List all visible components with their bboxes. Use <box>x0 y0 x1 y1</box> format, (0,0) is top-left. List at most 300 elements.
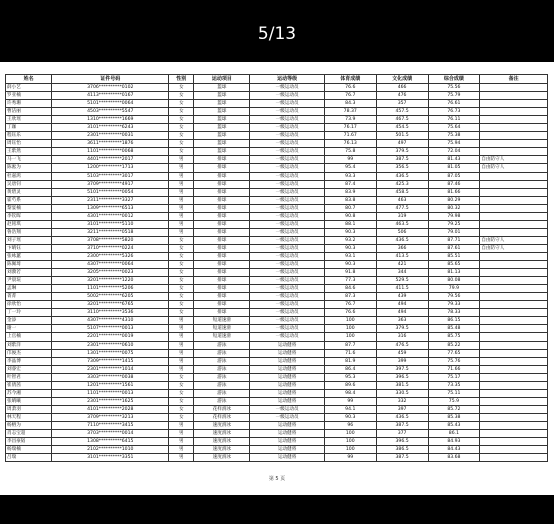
cell-academic-score: 387.5 <box>376 421 428 429</box>
cell-sport: 速度滑冰 <box>194 421 250 429</box>
cell-sport-score: 100 <box>324 333 376 341</box>
table-row <box>6 421 548 429</box>
cell-sport: 游泳 <box>194 357 250 365</box>
cell-name: 张咏蕙 <box>6 252 52 260</box>
cell-id-number: 3709**********4917 <box>52 180 169 188</box>
cell-sport: 排球 <box>194 236 250 244</box>
table-row <box>6 212 548 220</box>
cell-academic-score: 379.5 <box>376 148 428 156</box>
cell-remark <box>480 108 548 116</box>
cell-sport: 篮球 <box>194 140 250 148</box>
cell-sport: 排球 <box>194 156 250 164</box>
cell-name: 李昌豪韬 <box>6 438 52 446</box>
cell-total-score: 87.61 <box>428 244 480 252</box>
cell-sport: 排球 <box>194 269 250 277</box>
cell-remark <box>480 421 548 429</box>
cell-remark <box>480 301 548 309</box>
table-row <box>6 454 548 462</box>
cell-id-number: 4307**********4310 <box>52 317 169 325</box>
cell-academic-score: 319 <box>376 212 428 220</box>
cell-gender: 男 <box>169 156 194 164</box>
cell-sport-score: 83.8 <box>324 196 376 204</box>
cell-grade: 一级运动员 <box>250 188 324 196</box>
cell-gender: 女 <box>169 261 194 269</box>
cell-sport-score: 76.13 <box>324 140 376 148</box>
table-row <box>6 397 548 405</box>
cell-id-number: 3706**********0102 <box>52 84 169 92</box>
cell-gender: 男 <box>169 446 194 454</box>
cell-name: 王欣瑶 <box>6 116 52 124</box>
cell-gender: 男 <box>169 180 194 188</box>
cell-id-number: 3201**********6765 <box>52 301 169 309</box>
cell-total-score: 85.75 <box>428 333 480 341</box>
table-row <box>6 220 548 228</box>
cell-gender: 男 <box>169 349 194 357</box>
cell-name: 杜嘉鸿 <box>6 172 52 180</box>
cell-remark <box>480 277 548 285</box>
cell-total-score: 81.13 <box>428 269 480 277</box>
cell-id-number: 5002**********6205 <box>52 293 169 301</box>
cell-sport-score: 90.3 <box>324 261 376 269</box>
cell-name: 周钰怡 <box>6 140 52 148</box>
cell-gender: 女 <box>169 301 194 309</box>
cell-id-number: 3708**********5820 <box>52 236 169 244</box>
table-row <box>6 108 548 116</box>
cell-id-number: 7110**********3415 <box>52 421 169 429</box>
cell-sport-score: 94.1 <box>324 405 376 413</box>
cell-sport-score: 84.3 <box>324 100 376 108</box>
cell-remark: 自由防守人 <box>480 236 548 244</box>
table-row <box>6 84 548 92</box>
table-row <box>6 341 548 349</box>
cell-sport: 排球 <box>194 309 250 317</box>
cell-gender: 男 <box>169 365 194 373</box>
cell-sport-score: 90.8 <box>324 212 376 220</box>
table-row <box>6 277 548 285</box>
cell-grade: 一级运动员 <box>250 108 324 116</box>
cell-grade: 一级运动员 <box>250 252 324 260</box>
cell-name: 叶智君 <box>6 373 52 381</box>
table-row <box>6 164 548 172</box>
table-row <box>6 132 548 140</box>
cell-name: 李钦晖 <box>6 212 52 220</box>
table-row <box>6 301 548 309</box>
cell-grade: 一级运动员 <box>250 244 324 252</box>
cell-remark <box>480 252 548 260</box>
cell-name: 肖志宝超 <box>6 430 52 438</box>
cell-gender: 男 <box>169 196 194 204</box>
cell-sport-score: 76.6 <box>324 309 376 317</box>
cell-sport-score: 89.6 <box>324 381 376 389</box>
cell-remark <box>480 84 548 92</box>
cell-name: 张晴曦 <box>6 397 52 405</box>
cell-remark <box>480 349 548 357</box>
cell-name: 菁菁 <box>6 293 52 301</box>
cell-remark <box>480 132 548 140</box>
cell-gender: 女 <box>169 132 194 140</box>
table-row <box>6 309 548 317</box>
cell-total-score: 85.43 <box>428 421 480 429</box>
cell-academic-score: 366 <box>376 244 428 252</box>
cell-sport: 篮球 <box>194 132 250 140</box>
cell-grade: 一级运动员 <box>250 172 324 180</box>
cell-grade: 一级运动员 <box>250 84 324 92</box>
cell-remark <box>480 220 548 228</box>
cell-gender: 女 <box>169 148 194 156</box>
cell-total-score: 83.68 <box>428 454 480 462</box>
cell-id-number: 2102**********1010 <box>52 446 169 454</box>
cell-gender: 女 <box>169 397 194 405</box>
cell-remark <box>480 397 548 405</box>
cell-remark: 自由防守人 <box>480 244 548 252</box>
cell-gender: 女 <box>169 108 194 116</box>
cell-name: 黎宴楠 <box>6 204 52 212</box>
cell-remark <box>480 124 548 132</box>
cell-sport-score: 93.2 <box>324 236 376 244</box>
cell-sport-score: 86.4 <box>324 365 376 373</box>
cell-academic-score: 466 <box>376 84 428 92</box>
cell-grade: 运动健将 <box>250 421 324 429</box>
cell-name: 陈佩琦 <box>6 261 52 269</box>
cell-id-number: 1200**********1713 <box>52 164 169 172</box>
cell-sport: 速度滑冰 <box>194 438 250 446</box>
cell-academic-score: 379.5 <box>376 325 428 333</box>
cell-grade: 一级运动员 <box>250 236 324 244</box>
table-row <box>6 373 548 381</box>
cell-sport: 排球 <box>194 244 250 252</box>
table-row <box>6 236 548 244</box>
cell-id-number: 2301**********1014 <box>52 365 169 373</box>
cell-gender: 男 <box>169 438 194 446</box>
cell-name: 崔倩茜 <box>6 381 52 389</box>
cell-academic-score: 494 <box>376 309 428 317</box>
column-header: 备注 <box>480 75 548 84</box>
cell-sport-score: 87.3 <box>324 293 376 301</box>
cell-sport-score: 76.7 <box>324 301 376 309</box>
cell-name: 谢一 <box>6 325 52 333</box>
cell-academic-score: 501.5 <box>376 132 428 140</box>
cell-grade: 一级运动员 <box>250 413 324 421</box>
cell-id-number: 1308**********6415 <box>52 438 169 446</box>
cell-sport: 排球 <box>194 172 250 180</box>
cell-sport: 篮球 <box>194 100 250 108</box>
cell-name: 霍芍系 <box>6 196 52 204</box>
cell-academic-score: 421 <box>376 261 428 269</box>
cell-grade: 一级运动员 <box>250 285 324 293</box>
cell-grade: 一级运动员 <box>250 140 324 148</box>
cell-sport-score: 77.3 <box>324 277 376 285</box>
cell-name: 丁一玲 <box>6 309 52 317</box>
cell-name: 上官楠 <box>6 333 52 341</box>
cell-name: 赵铭琪 <box>6 220 52 228</box>
cell-id-number: 2301**********0610 <box>52 341 169 349</box>
cell-sport-score: 100 <box>324 325 376 333</box>
cell-name: 刘睿宏 <box>6 365 52 373</box>
cell-sport-score: 99 <box>324 397 376 405</box>
cell-total-score: 85.22 <box>428 341 480 349</box>
cell-sport: 排球 <box>194 293 250 301</box>
cell-gender: 女 <box>169 381 194 389</box>
cell-name: 林天程 <box>6 413 52 421</box>
cell-grade: 运动健将 <box>250 373 324 381</box>
cell-sport: 花样滑冰 <box>194 413 250 421</box>
cell-remark <box>480 148 548 156</box>
cell-gender: 男 <box>169 454 194 462</box>
cell-academic-score: 411.5 <box>376 285 428 293</box>
cell-sport-score: 80.7 <box>324 204 376 212</box>
cell-academic-score: 436.5 <box>376 413 428 421</box>
cell-total-score: 84.43 <box>428 446 480 454</box>
cell-name: 金添 <box>6 317 52 325</box>
cell-sport: 游泳 <box>194 341 250 349</box>
cell-name: 吕瑞 <box>6 454 52 462</box>
cell-id-number: 3710**********0224 <box>52 244 169 252</box>
table-row <box>6 116 548 124</box>
cell-gender: 男 <box>169 212 194 220</box>
cell-gender: 女 <box>169 389 194 397</box>
cell-gender: 女 <box>169 84 194 92</box>
cell-remark <box>480 341 548 349</box>
cell-grade: 一级运动员 <box>250 269 324 277</box>
cell-academic-score: 386.5 <box>376 446 428 454</box>
cell-gender: 男 <box>169 341 194 349</box>
cell-remark <box>480 188 548 196</box>
cell-total-score: 87.05 <box>428 172 480 180</box>
cell-remark <box>480 381 548 389</box>
cell-academic-score: 397 <box>376 405 428 413</box>
cell-grade: 一级运动员 <box>250 309 324 317</box>
cell-remark <box>480 357 548 365</box>
cell-id-number: 5107**********0013 <box>52 325 169 333</box>
cell-grade: 运动健将 <box>250 365 324 373</box>
cell-grade: 运动健将 <box>250 357 324 365</box>
cell-academic-score: 425.3 <box>376 180 428 188</box>
cell-gender: 女 <box>169 100 194 108</box>
cell-sport: 短道速滑 <box>194 325 250 333</box>
cell-total-score: 76.11 <box>428 116 480 124</box>
cell-gender: 女 <box>169 413 194 421</box>
cell-total-score: 73.35 <box>428 381 480 389</box>
cell-total-score: 85.51 <box>428 252 480 260</box>
cell-name: 周萧羽 <box>6 405 52 413</box>
cell-total-score: 87.46 <box>428 180 480 188</box>
cell-remark <box>480 212 548 220</box>
cell-id-number: 1101**********0068 <box>52 148 169 156</box>
cell-gender: 男 <box>169 164 194 172</box>
cell-academic-score: 316 <box>376 333 428 341</box>
cell-total-score: 75.38 <box>428 132 480 140</box>
cell-name: 杨瑞楠 <box>6 446 52 454</box>
cell-sport-score: 87.4 <box>324 180 376 188</box>
cell-total-score: 79.01 <box>428 228 480 236</box>
cell-sport-score: 90.3 <box>324 228 376 236</box>
cell-id-number: 5101**********0054 <box>52 188 169 196</box>
cell-name: 程钰乐 <box>6 132 52 140</box>
cell-sport: 游泳 <box>194 389 250 397</box>
cell-sport: 速度滑冰 <box>194 446 250 454</box>
cell-sport: 速度滑冰 <box>194 430 250 438</box>
viewer-header <box>0 0 554 62</box>
cell-academic-score: 381.5 <box>376 381 428 389</box>
cell-total-score: 71.66 <box>428 365 480 373</box>
cell-grade: 运动健将 <box>250 430 324 438</box>
column-header: 运动项目 <box>194 75 250 84</box>
cell-total-score: 87.71 <box>428 236 480 244</box>
cell-grade: 一级运动员 <box>250 156 324 164</box>
table-row <box>6 325 548 333</box>
cell-id-number: 3211**********0518 <box>52 228 169 236</box>
cell-sport: 篮球 <box>194 148 250 156</box>
table-row <box>6 156 548 164</box>
cell-remark <box>480 261 548 269</box>
table-row <box>6 196 548 204</box>
cell-grade: 运动健将 <box>250 397 324 405</box>
cell-academic-score: 330.5 <box>376 389 428 397</box>
cell-total-score: 86.1 <box>428 430 480 438</box>
cell-remark <box>480 204 548 212</box>
cell-sport: 游泳 <box>194 397 250 405</box>
cell-sport-score: 90.3 <box>324 244 376 252</box>
cell-total-score: 85.48 <box>428 325 480 333</box>
cell-total-score: 75.17 <box>428 373 480 381</box>
cell-total-score: 85.72 <box>428 405 480 413</box>
cell-total-score: 75.9 <box>428 397 480 405</box>
cell-sport-score: 99 <box>324 156 376 164</box>
cell-remark <box>480 438 548 446</box>
cell-grade: 运动健将 <box>250 446 324 454</box>
cell-total-score: 85.65 <box>428 261 480 269</box>
cell-gender: 男 <box>169 204 194 212</box>
cell-grade: 一级运动员 <box>250 92 324 100</box>
cell-total-score: 76.73 <box>428 108 480 116</box>
cell-id-number: 4101**********2028 <box>52 405 169 413</box>
cell-sport-score: 100 <box>324 446 376 454</box>
cell-id-number: 3703**********0014 <box>52 430 169 438</box>
cell-gender: 男 <box>169 325 194 333</box>
cell-sport: 短道速滑 <box>194 317 250 325</box>
cell-name: 刘漪若 <box>6 269 52 277</box>
cell-sport: 排球 <box>194 212 250 220</box>
table-row <box>6 438 548 446</box>
cell-remark <box>480 285 548 293</box>
cell-academic-score: 457.5 <box>376 108 428 116</box>
cell-sport-score: 84.6 <box>324 285 376 293</box>
document-page <box>0 62 554 495</box>
cell-academic-score: 332 <box>376 397 428 405</box>
cell-sport: 排球 <box>194 220 250 228</box>
cell-grade: 一级运动员 <box>250 116 324 124</box>
cell-grade: 运动健将 <box>250 438 324 446</box>
cell-remark <box>480 389 548 397</box>
cell-name: 邝俊杰 <box>6 349 52 357</box>
table-row <box>6 285 548 293</box>
cell-id-number: 1201**********1561 <box>52 381 169 389</box>
cell-academic-score: 476 <box>376 92 428 100</box>
cell-sport: 排球 <box>194 196 250 204</box>
table-row <box>6 413 548 421</box>
cell-sport-score: 95.3 <box>324 373 376 381</box>
cell-total-score: 75.56 <box>428 84 480 92</box>
cell-id-number: 4503**********5547 <box>52 108 169 116</box>
cell-grade: 一级运动员 <box>250 220 324 228</box>
cell-total-score: 72.04 <box>428 148 480 156</box>
cell-id-number: 3101**********6243 <box>52 124 169 132</box>
cell-sport: 篮球 <box>194 108 250 116</box>
cell-gender: 女 <box>169 244 194 252</box>
cell-id-number: 3101**********3351 <box>52 454 169 462</box>
cell-id-number: 1101**********0013 <box>52 389 169 397</box>
cell-academic-score: 387.5 <box>376 454 428 462</box>
cell-sport: 游泳 <box>194 381 250 389</box>
cell-total-score: 79.98 <box>428 212 480 220</box>
cell-name: 马一飞 <box>6 156 52 164</box>
cell-sport: 花样滑冰 <box>194 405 250 413</box>
cell-remark <box>480 180 548 188</box>
cell-sport-score: 76.6 <box>324 84 376 92</box>
cell-name: 罗亚楠 <box>6 92 52 100</box>
cell-grade: 一级运动员 <box>250 325 324 333</box>
cell-academic-score: 396.5 <box>376 438 428 446</box>
column-header: 综合成绩 <box>428 75 480 84</box>
cell-name: 吴唐钊 <box>6 180 52 188</box>
cell-sport-score: 87.7 <box>324 341 376 349</box>
cell-remark <box>480 293 548 301</box>
cell-total-score: 79.9 <box>428 285 480 293</box>
cell-id-number: 3205**********0023 <box>52 269 169 277</box>
cell-academic-score: 494 <box>376 301 428 309</box>
cell-total-score: 75.79 <box>428 92 480 100</box>
cell-sport-score: 95.4 <box>324 164 376 172</box>
cell-academic-score: 397.5 <box>376 365 428 373</box>
cell-academic-score: 459 <box>376 349 428 357</box>
table-row <box>6 252 548 260</box>
cell-name: 徐欣怡 <box>6 301 52 309</box>
page-counter: 5/13 <box>257 24 297 44</box>
cell-gender: 女 <box>169 124 194 132</box>
column-header: 证件号码 <box>52 75 169 84</box>
table-row <box>6 349 548 357</box>
column-header: 体育成绩 <box>324 75 376 84</box>
table-row <box>6 188 548 196</box>
cell-academic-score: 463 <box>376 196 428 204</box>
cell-grade: 一级运动员 <box>250 180 324 188</box>
table-row <box>6 317 548 325</box>
cell-grade: 一级运动员 <box>250 317 324 325</box>
cell-sport: 排球 <box>194 188 250 196</box>
table-row <box>6 333 548 341</box>
cell-id-number: 7309**********1415 <box>52 357 169 365</box>
cell-remark <box>480 172 548 180</box>
cell-grade: 一级运动员 <box>250 301 324 309</box>
cell-id-number: 2301**********0031 <box>52 132 169 140</box>
cell-id-number: 1309**********6513 <box>52 204 169 212</box>
cell-total-score: 81.05 <box>428 164 480 172</box>
cell-gender: 女 <box>169 116 194 124</box>
cell-sport-score: 75.8 <box>324 148 376 156</box>
cell-id-number: 1101**********5206 <box>52 285 169 293</box>
cell-gender: 女 <box>169 140 194 148</box>
cell-name: 苏今湘 <box>6 389 52 397</box>
cell-total-score: 80.29 <box>428 196 480 204</box>
cell-academic-score: 399 <box>376 357 428 365</box>
cell-sport: 排球 <box>194 285 250 293</box>
cell-sport-score: 71.67 <box>324 132 376 140</box>
cell-id-number: 4301**********0012 <box>52 212 169 220</box>
cell-grade: 运动健将 <box>250 349 324 357</box>
cell-remark <box>480 373 548 381</box>
cell-gender: 女 <box>169 277 194 285</box>
cell-sport: 排球 <box>194 261 250 269</box>
